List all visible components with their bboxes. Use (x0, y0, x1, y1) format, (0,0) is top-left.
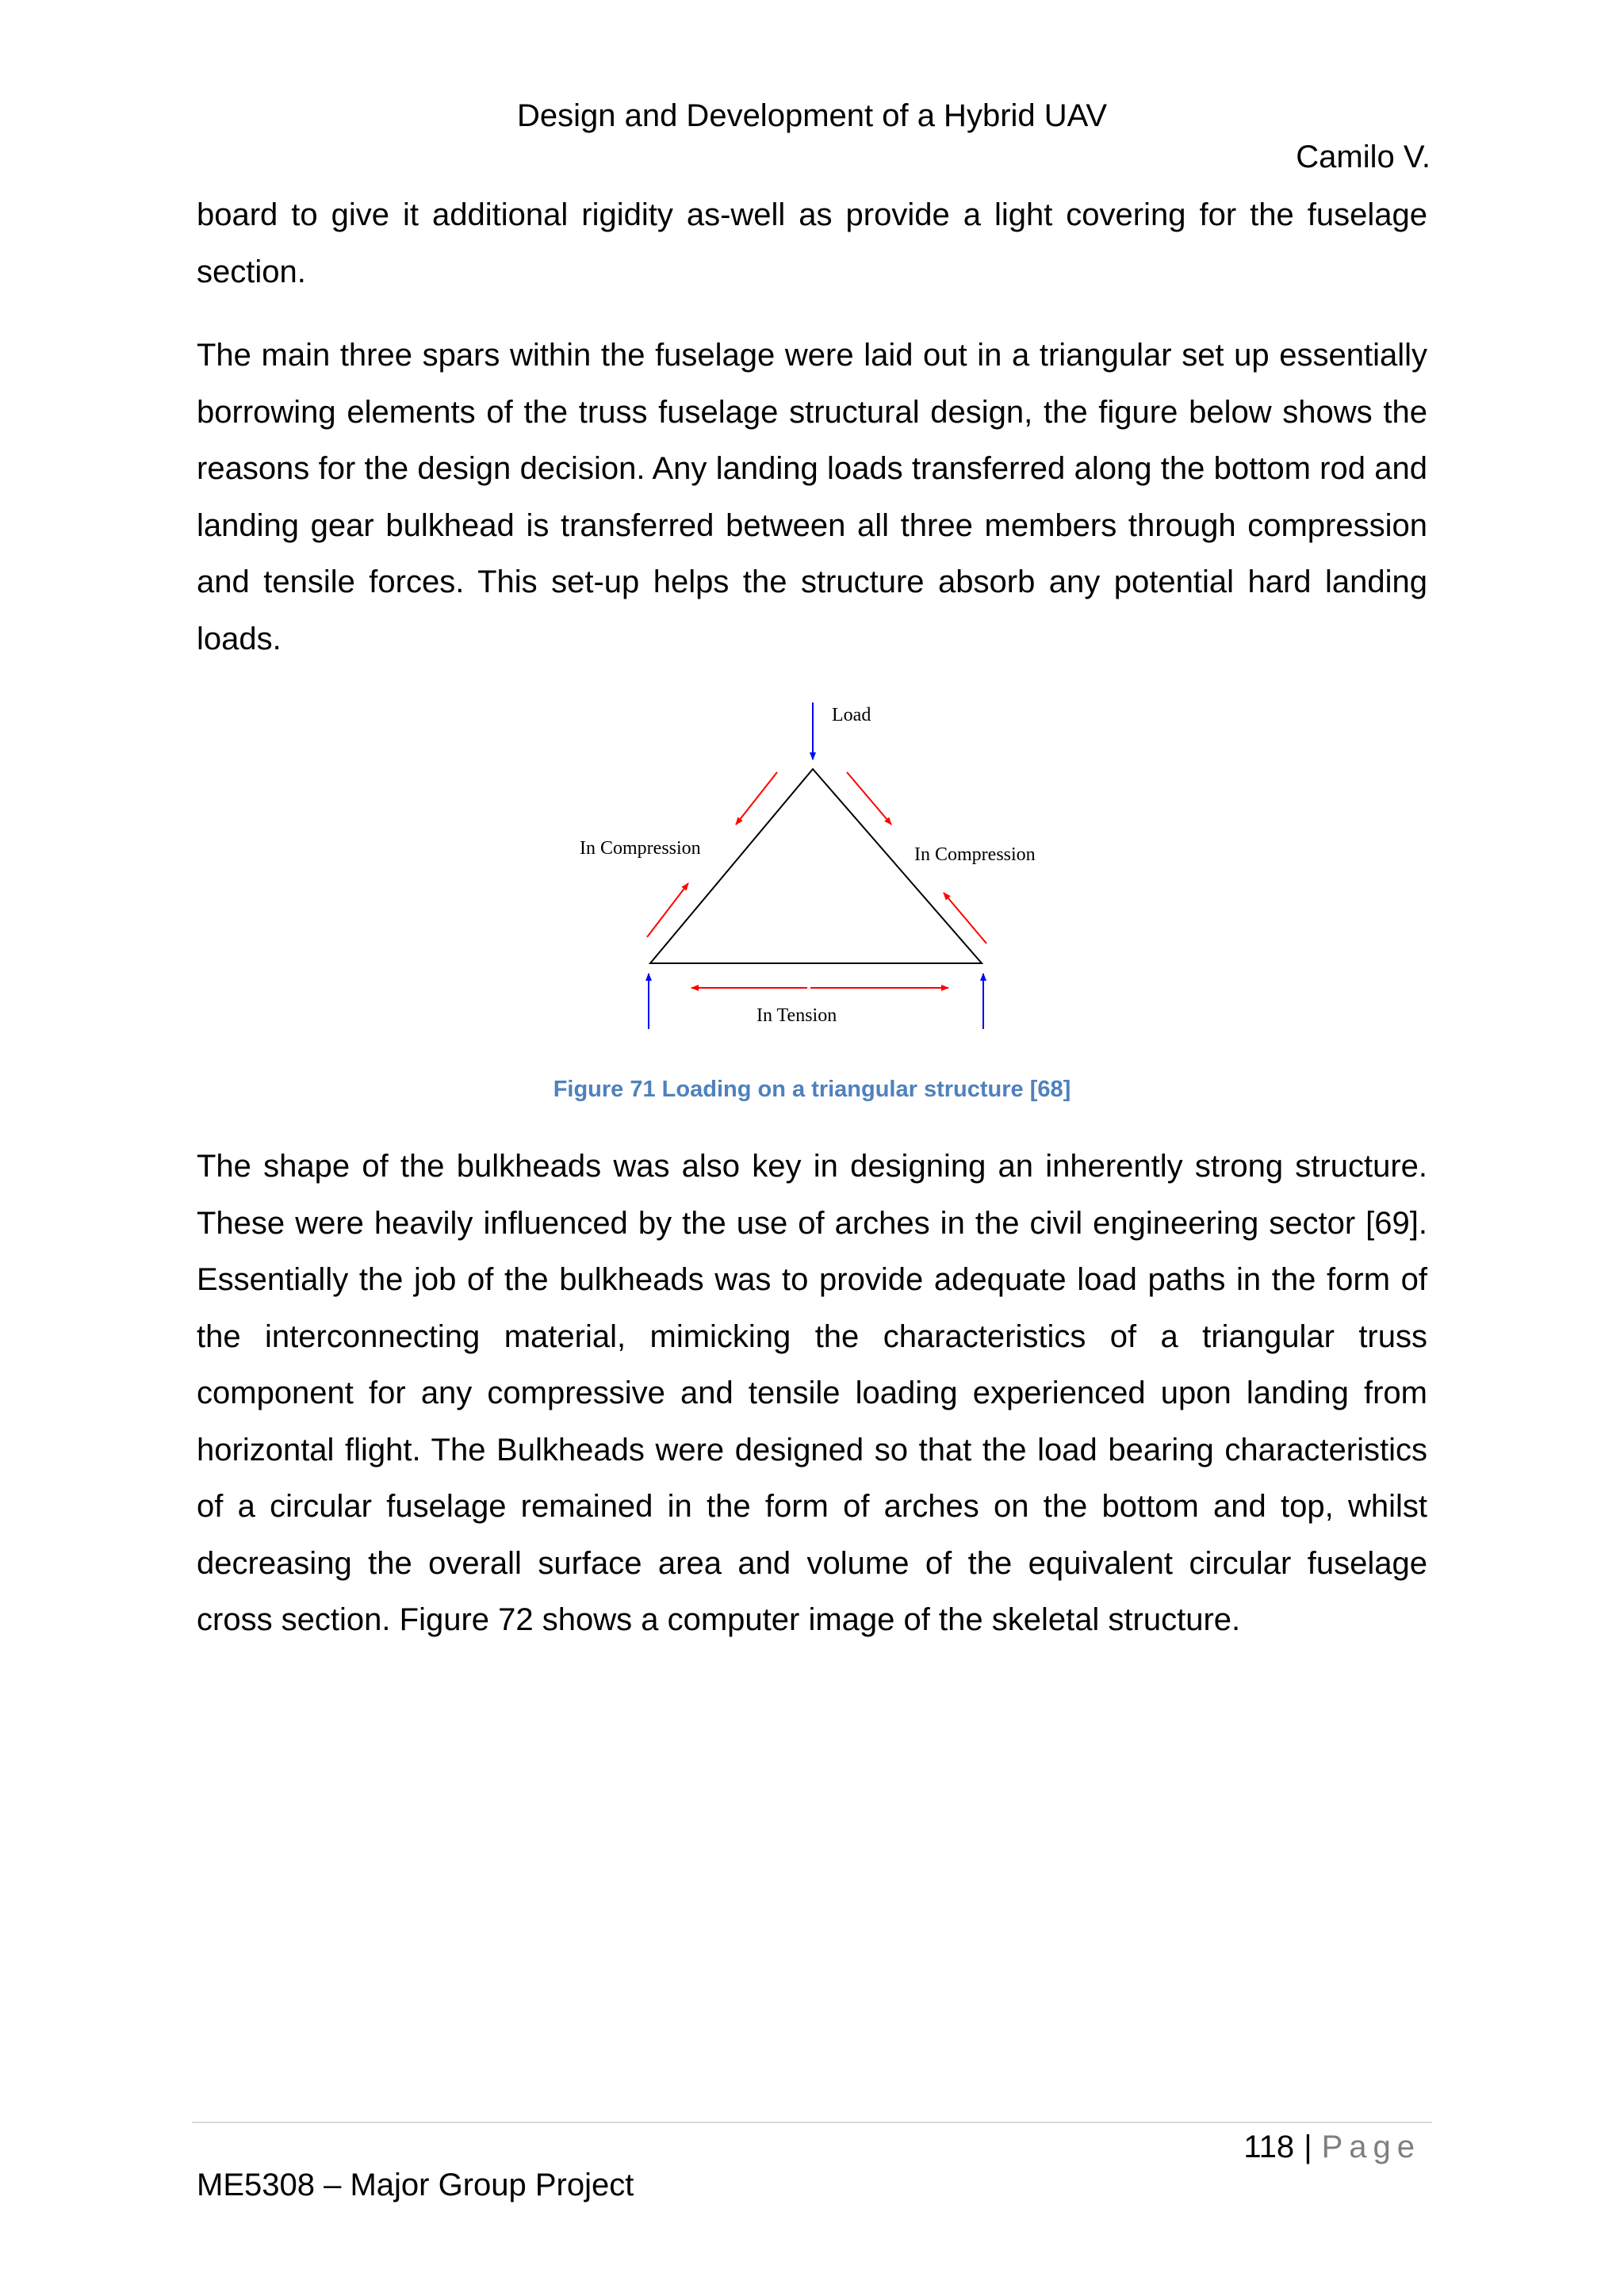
label-tension: In Tension (756, 1005, 837, 1026)
page-number-separator: | (1304, 2130, 1312, 2164)
page-number: 118 (1243, 2130, 1295, 2164)
right-compression-arrow-lower (944, 893, 986, 943)
running-header-author: Camilo V. (1296, 140, 1431, 174)
triangle-loading-diagram (555, 690, 1063, 1039)
label-load: Load (832, 705, 871, 725)
figure-caption: Figure 71 Loading on a triangular structure [68] (553, 1077, 1071, 1102)
triangle-structure (650, 769, 982, 963)
body-paragraph-3: The shape of the bulkheads was also key in designing an inherently strong structure. These were heavily influenced by the use of arches in the civil engineering sector [69]. Essentially the job of the bulkheads was to provide adequate load paths in the form of the interconnecting material, mimicking the characteristics of a triangular truss component for any compressive and tensile loading experienced upon landing from horizontal flight. The Bulkheads were designed so that the load bearing characteristics of a circular fuselage remained in the form of arches on the bottom and top, whilst decreasing the overall surface area and volume of the equivalent circular fuselage cross section. Figure 72 shows a computer image of the skeletal structure. (197, 1149, 1427, 1637)
page-word: Page (1321, 2130, 1421, 2164)
page-number-block (1243, 2125, 1421, 2169)
running-header-title: Design and Development of a Hybrid UAV (516, 98, 1108, 133)
body-paragraph-2: The main three spars within the fuselage were laid out in a triangular set up essentially borrowing elements of the truss fuselage structural design, the figure below shows the reasons for the design decision. Any landing loads transferred along the bottom rod and landing gear bulkhead is transferred between all three members through compression and tensile forces. This set-up helps the structure absorb any potential hard landing loads. (197, 338, 1427, 656)
left-compression-arrow-lower (647, 883, 688, 937)
left-compression-arrow-upper (736, 772, 777, 825)
footer-divider (192, 2122, 1432, 2123)
footer-course-title: ME5308 – Major Group Project (197, 2168, 634, 2202)
label-left-compression: In Compression (580, 838, 701, 859)
label-right-compression: In Compression (914, 844, 1036, 865)
triangle-loading-figure (555, 690, 1063, 1039)
body-paragraph-1: board to give it additional rigidity as-well as provide a light covering for the fuselage section. (197, 197, 1427, 289)
